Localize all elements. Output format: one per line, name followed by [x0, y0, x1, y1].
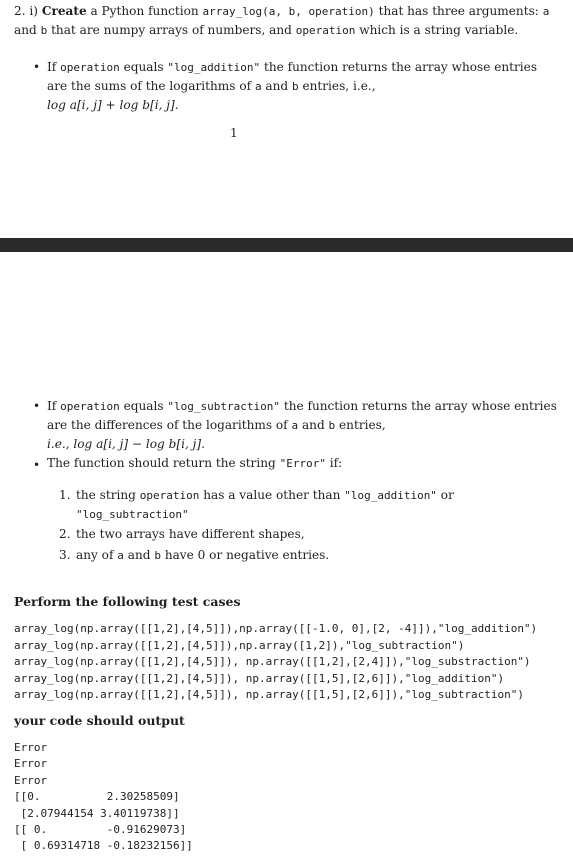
code-line: array_log(np.array([[1,2],[4,5]]), np.array([[1,5],[2,6]]),"log_subtraction") [14, 688, 524, 701]
list-text: the string [76, 488, 140, 502]
output-line: [[ 0. -0.91629073] [14, 823, 187, 837]
intro-text: that are numpy arrays of numbers, and [47, 23, 296, 37]
question-intro [14, 2, 562, 40]
intro-text: and [14, 23, 41, 37]
list-text: the two arrays have different shapes, [76, 527, 305, 541]
output-line: Error [14, 773, 48, 787]
intro-emphasis: Create [41, 4, 87, 18]
code-line: array_log(np.array([[1,2],[4,5]]),np.array([1,2]),"log_subtraction") [14, 638, 465, 652]
page-one [0, 0, 573, 238]
list-item-3 [76, 546, 566, 565]
bullet-log-addition [47, 58, 557, 115]
code-line: array_log(np.array([[1,2],[4,5]]), np.array([[1,2],[2,4]]),"log_substraction") [14, 655, 531, 668]
intro-text: a Python function [86, 4, 203, 18]
bullet-error-condition [47, 456, 562, 470]
code-log-addition: "log_addition" [344, 489, 437, 502]
bullet-icon: • [33, 458, 41, 472]
bullet-text: The function should return the string [47, 456, 280, 470]
expected-output-heading: your code should output [14, 713, 185, 728]
bullet-text: entries, [335, 418, 386, 432]
page-separator [0, 238, 573, 252]
bullet-icon: • [33, 399, 41, 413]
list-text: have 0 or negative entries. [160, 548, 330, 562]
bullet-icon: • [33, 60, 41, 74]
bullet-log-subtraction [47, 397, 562, 454]
output-line: Error [14, 741, 48, 754]
bullet-text: the function returns the array whose entries are the sums of the logarithms of [47, 60, 538, 93]
code-log-subtraction: "log_subtraction" [76, 508, 189, 521]
list-text: any of [76, 548, 118, 562]
arg-a: a [542, 5, 550, 18]
code-log-subtraction: "log_subtraction" [167, 400, 280, 413]
list-text: or [436, 488, 454, 502]
code-b: b [328, 419, 336, 432]
intro-text: which is a string variable. [355, 23, 519, 37]
code-operation: operation [60, 400, 120, 413]
intro-text: that has three arguments: [374, 4, 543, 18]
bullet-text: If [47, 60, 61, 74]
code-b: b [292, 80, 299, 93]
code-a: a [291, 419, 299, 432]
bullet-text: If [47, 399, 61, 413]
code-operation: operation [139, 489, 200, 502]
question-number: 2. [14, 4, 26, 18]
arg-b: b [40, 24, 48, 37]
output-line: [ 0.69314718 -0.18232156]] [14, 839, 193, 853]
code-error-string: "Error" [279, 457, 326, 470]
bullet-text: the function returns the array whose entries are the differences of the logarithms of [47, 399, 557, 432]
bullet-text: and [261, 79, 292, 93]
list-item-1 [76, 486, 566, 524]
page-two [0, 252, 573, 862]
math-log-sum: log a[i, j] + log b[i, j]. [47, 98, 179, 112]
test-cases-code [14, 621, 537, 704]
list-item-number: 3. [59, 548, 71, 562]
list-item-number: 2. [59, 527, 71, 541]
list-text: has a value other than [199, 488, 345, 502]
bullet-text: equals [119, 399, 168, 413]
bullet-text: entries, i.e., [298, 79, 376, 93]
bullet-text: if: [325, 456, 343, 470]
code-line: array_log(np.array([[1,2],[4,5]]), np.array([[1,5],[2,6]]),"log_addition") [14, 671, 505, 685]
output-line: [[0. 2.30258509] [14, 790, 180, 804]
output-line: Error [14, 757, 48, 771]
code-log-addition: "log_addition" [167, 61, 261, 74]
list-item-2 [76, 525, 566, 544]
intro-text: i) [25, 4, 42, 18]
code-b: b [154, 549, 161, 562]
output-line: [2.07944154 3.40119738]] [14, 806, 180, 820]
list-item-number: 1. [59, 488, 71, 502]
expected-output [14, 740, 193, 855]
code-a: a [254, 80, 262, 93]
bullet-text: equals [119, 60, 168, 74]
function-signature: array_log(a, b, operation) [202, 5, 375, 18]
code-a: a [117, 549, 124, 562]
code-operation: operation [60, 61, 120, 74]
math-log-difference: i.e., log a[i, j] − log b[i, j]. [47, 437, 205, 451]
test-cases-heading: Perform the following test cases [14, 594, 241, 609]
arg-operation: operation [295, 24, 356, 37]
code-line: array_log(np.array([[1,2],[4,5]]),np.array([[-1.0, 0],[2, -4]]),"log_addition") [14, 622, 538, 635]
bullet-text: and [298, 418, 329, 432]
list-text: and [123, 548, 155, 562]
page-number: 1 [230, 126, 238, 140]
